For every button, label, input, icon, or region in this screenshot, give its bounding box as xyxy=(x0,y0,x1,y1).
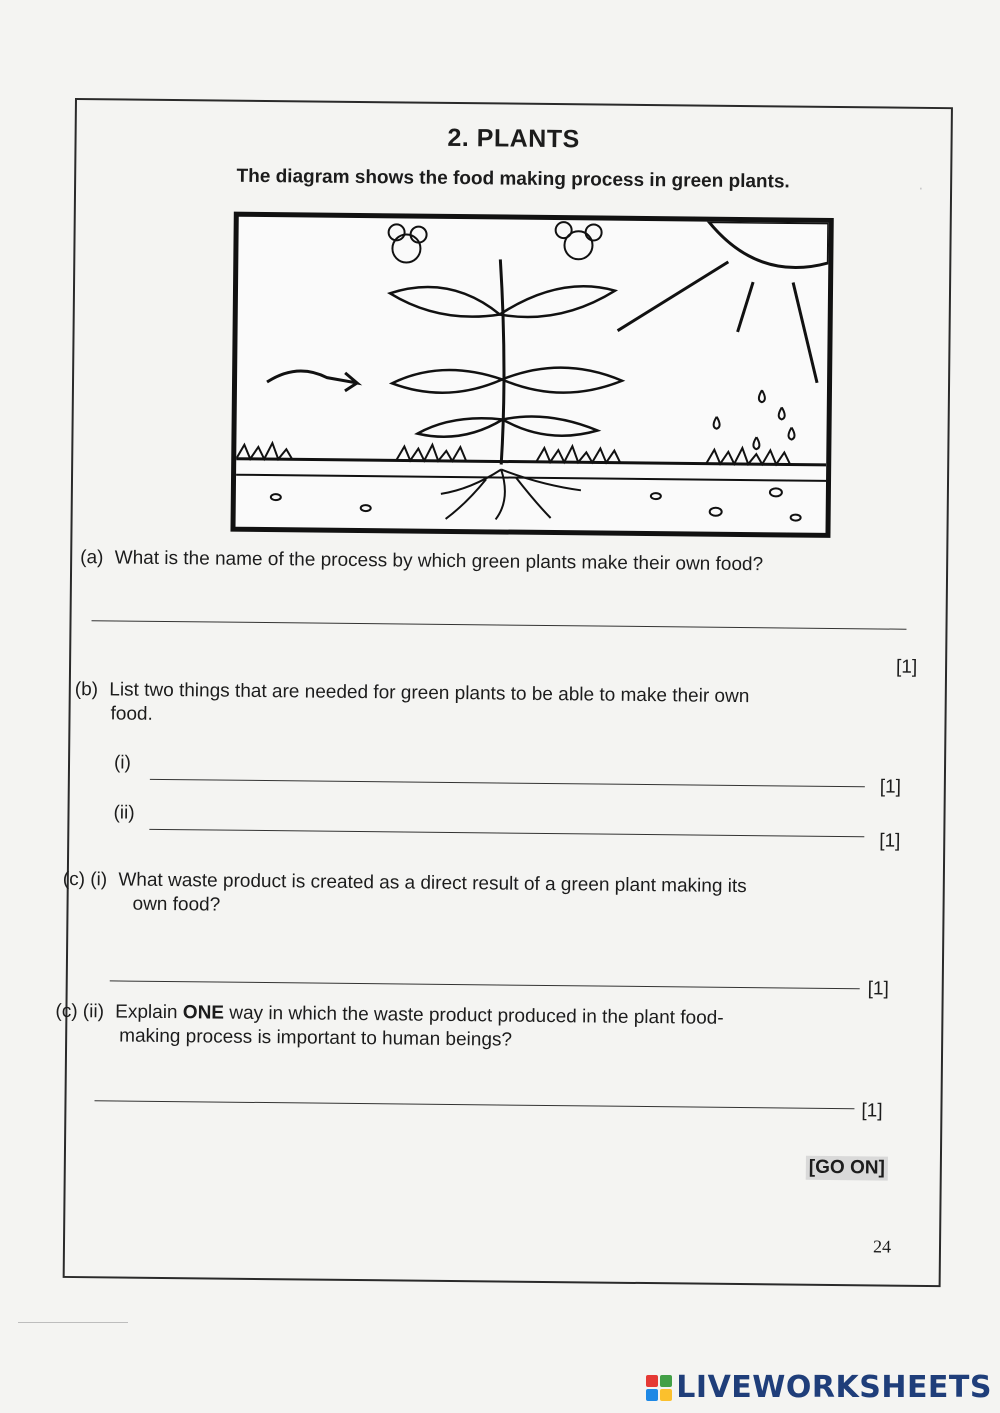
question-c-ii xyxy=(55,1000,915,1057)
question-a-label: (a) xyxy=(80,547,104,569)
question-a xyxy=(80,546,920,579)
question-b-text-line2: food. xyxy=(110,703,153,725)
plant-illustration xyxy=(236,217,829,533)
go-on-label: [GO ON] xyxy=(806,1156,888,1181)
mark-b-i: [1] xyxy=(879,776,902,798)
question-c-ii-text-pre: Explain xyxy=(115,1001,183,1024)
question-c-ii-text-line2: making process is important to human beings? xyxy=(119,1025,513,1051)
brand-name: LIVEWORKSHEETS xyxy=(676,1370,992,1405)
water-drops xyxy=(713,390,795,450)
mark-c-ii: [1] xyxy=(861,1100,883,1122)
plant-stem xyxy=(498,259,505,464)
liveworksheets-brand[interactable] xyxy=(646,1370,992,1405)
liveworksheets-logo-icon xyxy=(646,1375,672,1401)
mark-c-i: [1] xyxy=(867,978,889,1000)
bleed-through-text: · xyxy=(918,178,924,197)
worksheet-page xyxy=(55,98,953,1287)
answer-line-b-i[interactable] xyxy=(150,779,865,787)
question-c-i-text-line1: What waste product is created as a direct result of a green plant making its xyxy=(118,869,747,898)
page-subtitle: The diagram shows the food making process in green plants. xyxy=(236,165,790,193)
sun-ray xyxy=(792,283,818,383)
sun-ray xyxy=(618,261,729,332)
question-c-ii-text-post: way in which the waste product produced in the plant food- xyxy=(223,1002,724,1029)
mark-a: [1] xyxy=(895,656,918,678)
air-arrow xyxy=(267,371,357,391)
question-c-ii-label: (c) (ii) xyxy=(55,1000,105,1023)
plant-leaves xyxy=(388,284,623,438)
question-c-i-text-line2: own food? xyxy=(132,893,221,916)
sun-ray xyxy=(738,282,754,332)
question-c-ii-text-bold: ONE xyxy=(182,1002,225,1024)
question-b-text-line1: List two things that are needed for green plants to be able to make their own xyxy=(109,679,750,708)
flowers xyxy=(388,220,601,264)
photosynthesis-diagram xyxy=(230,212,833,538)
answer-line-a[interactable] xyxy=(92,620,907,630)
mark-b-ii: [1] xyxy=(879,830,901,852)
question-b-i-label: (i) xyxy=(113,752,132,774)
question-b-label: (b) xyxy=(74,679,99,701)
page-title: 2. PLANTS xyxy=(447,123,580,154)
question-c-i xyxy=(62,868,912,925)
sun-shape xyxy=(708,222,828,268)
answer-line-c-ii[interactable] xyxy=(94,1100,854,1109)
question-c-i-label: (c) (i) xyxy=(62,868,108,891)
ground-line xyxy=(236,459,826,465)
question-a-text: What is the name of the process by which green plants make their own food? xyxy=(114,547,764,576)
answer-line-c-i[interactable] xyxy=(110,980,860,989)
question-b xyxy=(74,678,914,735)
question-b-ii-label: (ii) xyxy=(113,802,135,824)
page-number: 24 xyxy=(872,1236,892,1257)
scan-edge-line xyxy=(18,1322,128,1323)
answer-line-b-ii[interactable] xyxy=(149,829,864,837)
